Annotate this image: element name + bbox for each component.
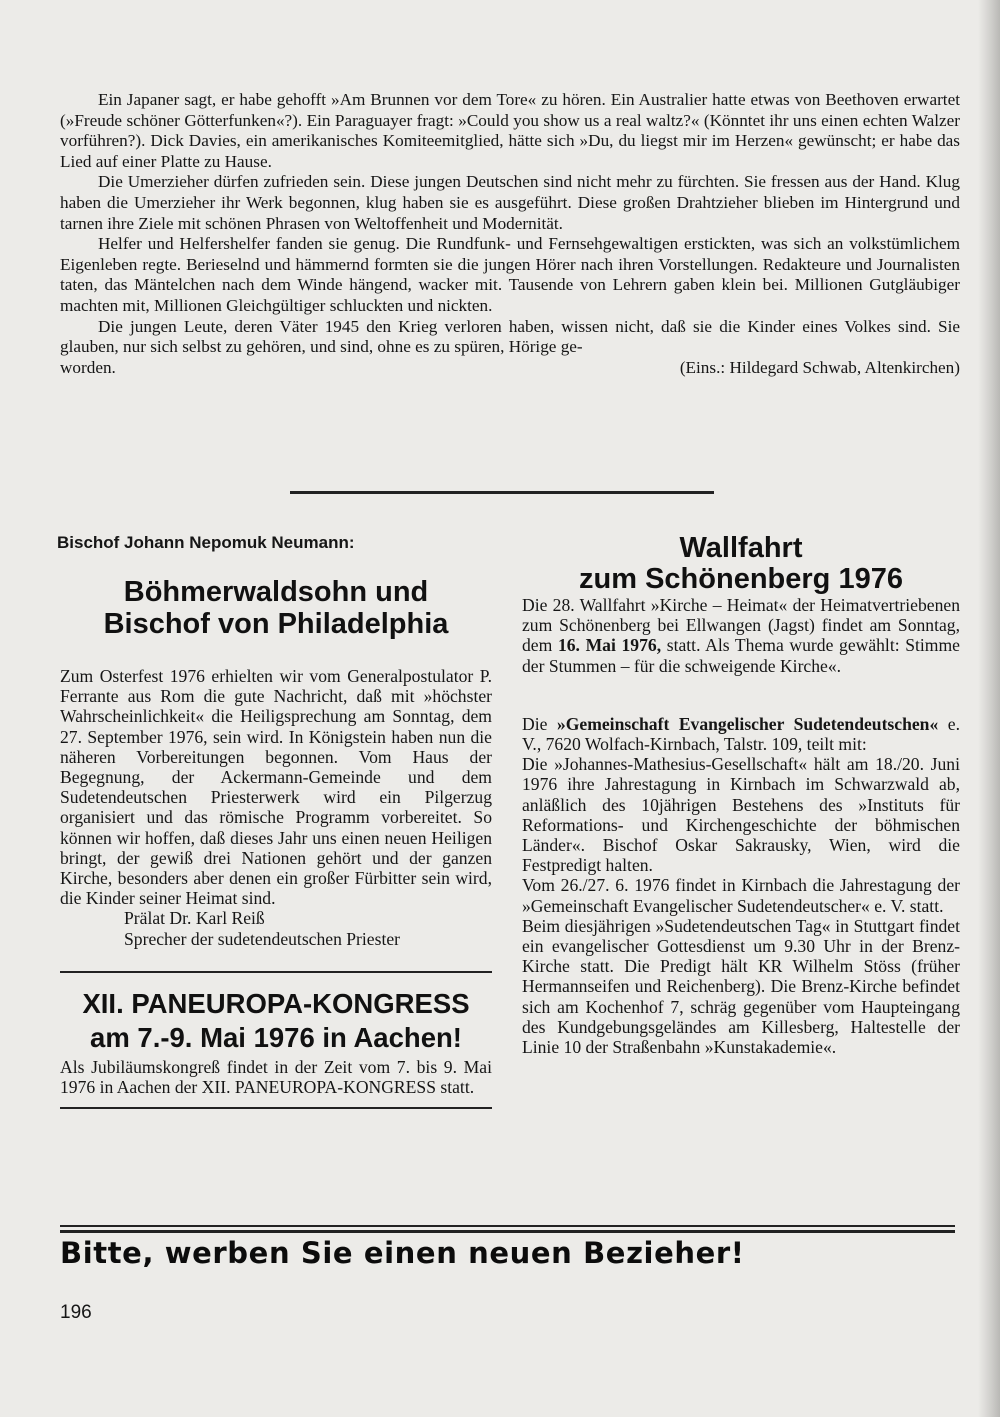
paneuropa-headline-line: XII. PANEUROPA-KONGRESS bbox=[82, 987, 470, 1019]
neumann-headline bbox=[60, 576, 492, 640]
neumann-headline-line: Bischof von Philadelphia bbox=[103, 608, 449, 640]
wallfahrt-body bbox=[522, 595, 960, 676]
gemeinschaft-paragraph: Beim diesjährigen »Sudetendeutschen Tag« in Stuttgart findet ein evangelischer Gottesdienst um 9.30 Uhr in der Brenz-Kirche statt. Die Predigt hält KR Wilhelm Stöss (früher Hermannseifen und Reichenberg). Die Brenz-Kirche befindet sich am Kochenhof 7, schräg gegenüber vom Haupteingang des Kundgebungsgeländes am Killesberg, Haltestelle der Linie 10 der Straßenbahn »Kunstakademie«. bbox=[522, 915, 960, 1058]
article-credit: (Eins.: Hildegard Schwab, Altenkirchen) bbox=[679, 357, 960, 377]
separator-rule bbox=[290, 491, 714, 494]
separator-rule bbox=[60, 971, 492, 973]
article-paragraph: Die Umerzieher dürfen zufrieden sein. Diese jungen Deutschen sind nicht mehr zu fürchten. Sie fressen aus der Hand. Klug haben die Umerzieher ihr Werk begonnen, klug haben sie es ausgeführt. Diese großen Drahtzieher blieben im Hintergrund und tarnen ihre Ziele mit schönen Phrasen von Weltoffenheit und Modernität. bbox=[60, 172, 960, 233]
banner-rule bbox=[60, 1230, 955, 1233]
gemeinschaft-text: e. V., 7620 Wolfach-Kirnbach, Talstr. 109, teilt mit: bbox=[522, 713, 960, 755]
paneuropa-headline bbox=[60, 987, 492, 1055]
separator-rule bbox=[60, 1107, 492, 1109]
gemeinschaft-paragraph: Die »Johannes-Mathesius-Gesellschaft« hält am 18./20. Juni 1976 ihre Jahrestagung in Kirnbach im Schwarzwald ab, anläßlich des 10jährigen Bestehens des »Instituts für Reformations- und Kirchengeschichte der böhmischen Länder«. Bischof Oskar Sakrausky, Wien, wird die Festpredigt halten. bbox=[522, 754, 960, 876]
last-word: worden. bbox=[60, 357, 116, 377]
banner-rule bbox=[60, 1225, 955, 1227]
signature-role: Sprecher der sudetendeutschen Priester bbox=[124, 928, 401, 949]
paneuropa-headline-line: am 7.-9. Mai 1976 in Aachen! bbox=[90, 1021, 462, 1053]
gemeinschaft-intro bbox=[522, 714, 960, 754]
gemeinschaft-text: Die bbox=[522, 713, 557, 734]
paneuropa-body: Als Jubiläumskongreß findet in der Zeit vom 7. bis 9. Mai 1976 in Aachen der XII. PANEUROPA-KONGRESS statt. bbox=[60, 1056, 492, 1098]
neumann-body: Zum Osterfest 1976 erhielten wir vom Generalpostulator P. Ferrante aus Rom die gute Nachricht, daß mit »höchster Wahrscheinlichkeit« die Heiligsprechung am Sonntag, dem 27. September 1976, sein wird. In Königstein haben nun die näheren Vorbereitungen begonnen. Vom Haus der Begegnung, der Ackermann-Gemeinde und dem Sudetendeutschen Priesterwerk wird ein Pilgerzug organisiert und das römische Programm vorbereitet. So können wir hoffen, daß dieses Jahr uns einen neuen Heiligen bringt, der gewiß drei Nationen gehört und der ganzen Kirche, besonders aber denen ein großer Fürbitter sein wird, die Kinder seiner Heimat sind. bbox=[60, 666, 492, 909]
wallfahrt-headline-line: Wallfahrt bbox=[679, 532, 803, 564]
page-edge-shadow bbox=[978, 0, 1000, 1417]
spacer bbox=[522, 676, 960, 714]
wallfahrt-headline-line: zum Schönenberg 1976 bbox=[579, 563, 903, 595]
gemeinschaft-notice bbox=[522, 714, 960, 1057]
gemeinschaft-org: »Gemeinschaft Evangelischer Sudetendeutschen« bbox=[556, 713, 939, 734]
signature-name: Prälat Dr. Karl Reiß bbox=[124, 908, 265, 929]
right-column bbox=[522, 533, 960, 1057]
gemeinschaft-paragraph: Vom 26./27. 6. 1976 findet in Kirnbach die Jahrestagung der »Gemeinschaft Evangelischer Sudetendeutscher« e. V. statt. bbox=[522, 875, 960, 916]
wallfahrt-headline bbox=[522, 533, 960, 595]
article-paragraph: Die jungen Leute, deren Väter 1945 den Krieg verloren haben, wissen nicht, daß sie die Kinder eines Volkes sind. Sie glauben, nur sich selbst zu gehören, und sind, ohne es zu spüren, Hörige ge- bbox=[60, 316, 960, 357]
article-paragraph: Helfer und Helfershelfer fanden sie genug. Die Rundfunk- und Fernsehgewaltigen erstickten, was sich an volkstümlichem Eigenleben regte. Berieselnd und hämmernd formten sie die jungen Hörer nach ihren Vorstellungen. Redakteure und Journalisten taten, das Mäntelchen nach dem Winde hängend, wacker mit. Tausende von Lehrern gaben klein bei. Millionen Gutgläubiger machten mit, Millionen Gleichgültiger schluckten und nickten. bbox=[60, 234, 960, 315]
article-signoff bbox=[60, 358, 960, 379]
neumann-kicker: Bischof Johann Nepomuk Neumann: bbox=[57, 533, 355, 552]
wallfahrt-text: Die 28. Wallfahrt »Kirche – Heimat« der Heimatvertriebenen zum Schönenberg bei Ellwangen (Jagst) findet am Sonntag, dem bbox=[522, 595, 960, 656]
wallfahrt-text: statt. Als Thema wurde gewählt: Stimme der Stummen – für die schweigende Kirche«. bbox=[522, 635, 960, 676]
article-paragraph: Ein Japaner sagt, er habe gehofft »Am Brunnen vor dem Tore« zu hören. Ein Australier hatte etwas von Beethoven erwartet (»Freude schöner Götterfunken«?). Ein Paraguayer fragt: »Could you show us a real waltz?« (Könntet ihr uns einen echten Walzer vorführen?). Dick Davies, ein amerikanisches Komiteemitglied, hätte sich »Du, du liegst mir im Herzen« gewünscht; er habe das Lied auf einer Platte zu Hause. bbox=[60, 90, 960, 171]
page-number: 196 bbox=[60, 1302, 92, 1323]
left-column bbox=[57, 533, 492, 1123]
wallfahrt-date: 16. Mai 1976, bbox=[557, 635, 662, 656]
subscription-banner: Bitte, werben Sie einen neuen Bezieher! bbox=[60, 1236, 745, 1270]
neumann-headline-line: Böhmerwaldsohn und bbox=[123, 576, 429, 608]
continued-article bbox=[60, 90, 960, 378]
